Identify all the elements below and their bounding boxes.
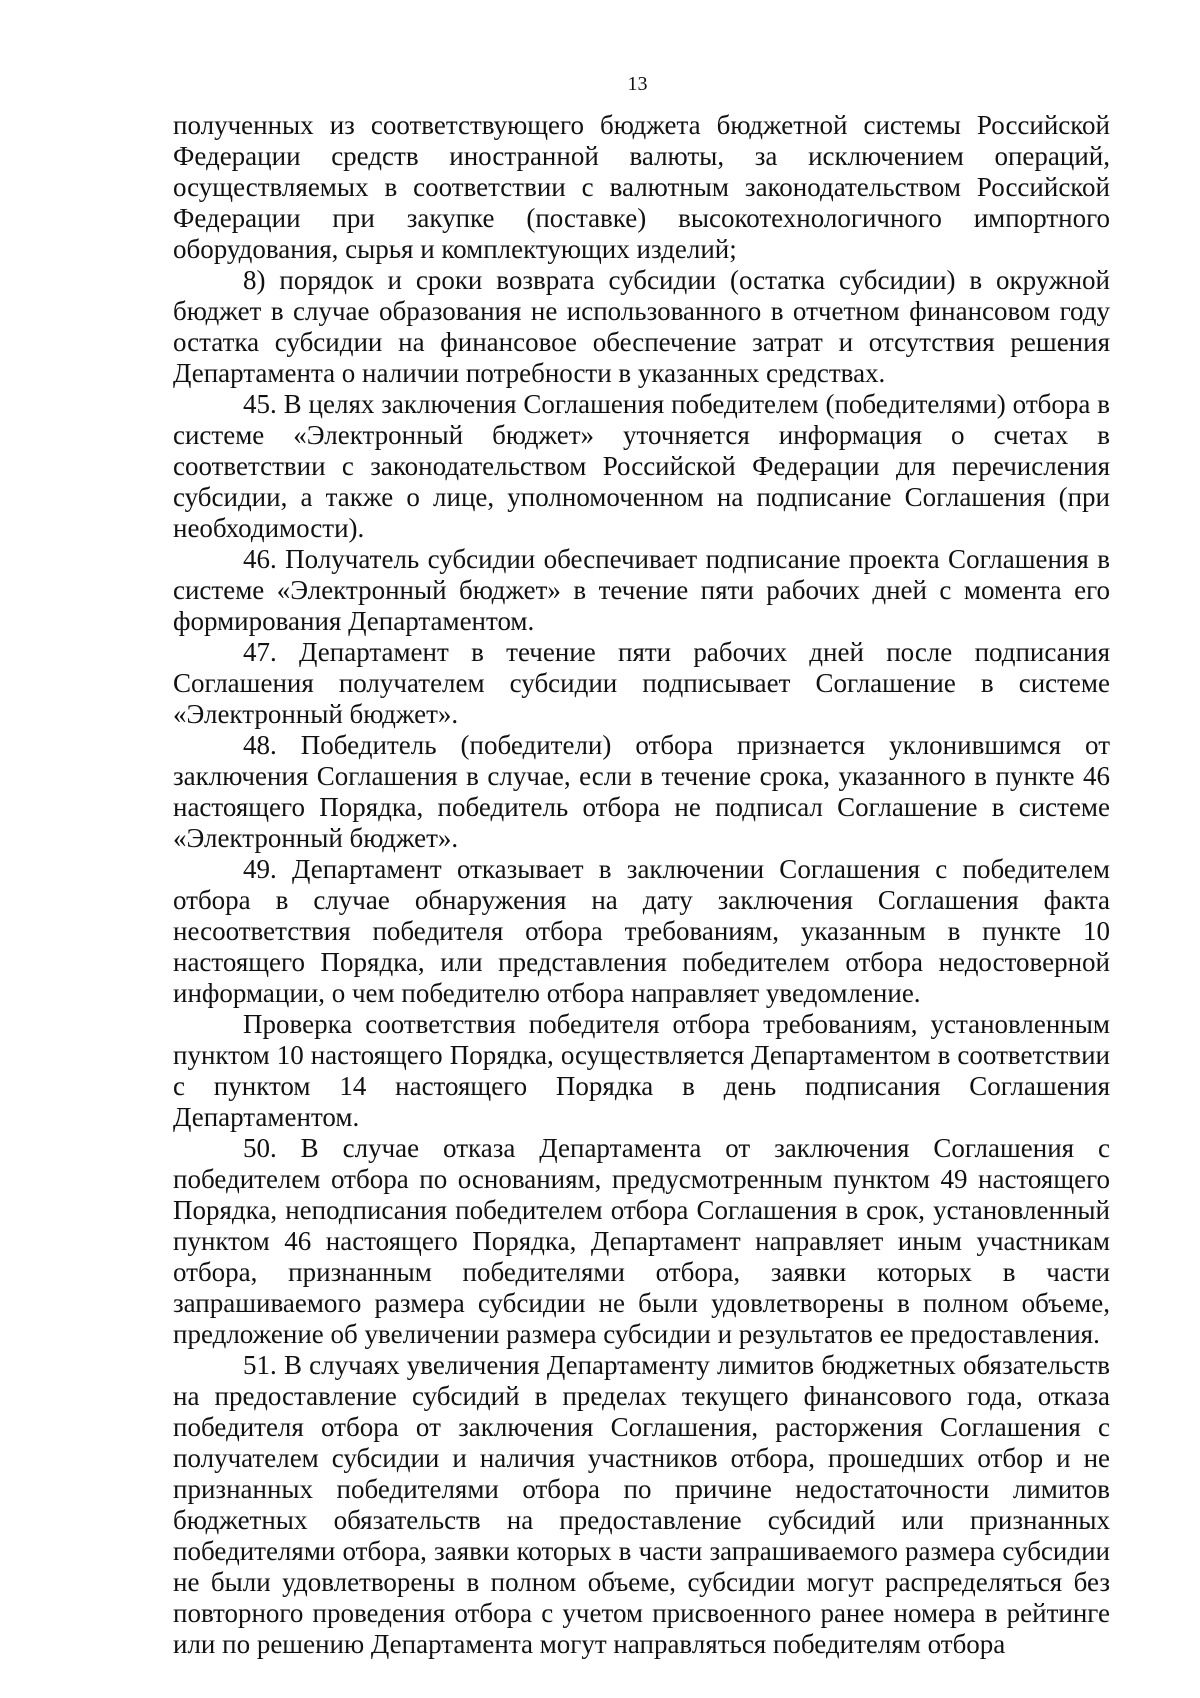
paragraph-46: 46. Получатель субсидии обеспечивает подписание проекта Соглашения в системе «Электронный бюджет» в течение пяти рабочих дней с момента его формирования Департаментом. bbox=[173, 544, 1110, 636]
document-body bbox=[173, 110, 1110, 1660]
paragraph-item-8: 8) порядок и сроки возврата субсидии (остатка субсидии) в окружной бюджет в случае образования не использованного в отчетном финансовом году остатка субсидии на финансовое обеспечение затрат и отсутствия решения Департамента о наличии потребности в указанных средствах. bbox=[173, 265, 1110, 388]
paragraph-45: 45. В целях заключения Соглашения победителем (победителями) отбора в системе «Электронный бюджет» уточняется информация о счетах в соответствии с законодательством Российской Федерации для перечисления субсидии, а также о лице, уполномоченном на подписание Соглашения (при необходимости). bbox=[173, 389, 1110, 543]
paragraph-50: 50. В случае отказа Департамента от заключения Соглашения с победителем отбора по основаниям, предусмотренным пунктом 49 настоящего Порядка, неподписания победителем отбора Соглашения в срок, установленный пунктом 46 настоящего Порядка, Департамент направляет иным участникам отбора, признанным победителями отбора, заявки которых в части запрашиваемого размера субсидии не были удовлетворены в полном объеме, предложение об увеличении размера субсидии и результатов ее предоставления. bbox=[173, 1133, 1110, 1349]
paragraph-continuation: полученных из соответствующего бюджета бюджетной системы Российской Федерации средств иностранной валюты, за исключением операций, осуществляемых в соответствии с валютным законодательством Российской Федерации при закупке (поставке) высокотехнологичного импортного оборудования, сырья и комплектующих изделий; bbox=[173, 110, 1110, 264]
paragraph-49-check: Проверка соответствия победителя отбора требованиям, установленным пунктом 10 настоящего Порядка, осуществляется Департаментом в соответствии с пунктом 14 настоящего Порядка в день подписания Соглашения Департаментом. bbox=[173, 1009, 1110, 1132]
paragraph-51: 51. В случаях увеличения Департаменту лимитов бюджетных обязательств на предоставление субсидий в пределах текущего финансового года, отказа победителя отбора от заключения Соглашения, расторжения Соглашения с получателем субсидии и наличия участников отбора, прошедших отбор и не признанных победителями отбора по причине недостаточности лимитов бюджетных обязательств на предоставление субсидий или признанных победителями отбора, заявки которых в части запрашиваемого размера субсидии не были удовлетворены в полном объеме, субсидии могут распределяться без повторного проведения отбора с учетом присвоенного ранее номера в рейтинге или по решению Департамента могут направляться победителям отбора bbox=[173, 1350, 1110, 1659]
paragraph-49: 49. Департамент отказывает в заключении Соглашения с победителем отбора в случае обнаружения на дату заключения Соглашения факта несоответствия победителя отбора требованиям, указанным в пункте 10 настоящего Порядка, или представления победителем отбора недостоверной информации, о чем победителю отбора направляет уведомление. bbox=[173, 854, 1110, 1008]
paragraph-47: 47. Департамент в течение пяти рабочих дней после подписания Соглашения получателем субсидии подписывает Соглашение в системе «Электронный бюджет». bbox=[173, 637, 1110, 729]
paragraph-48: 48. Победитель (победители) отбора признается уклонившимся от заключения Соглашения в случае, если в течение срока, указанного в пункте 46 настоящего Порядка, победитель отбора не подписал Соглашение в системе «Электронный бюджет». bbox=[173, 730, 1110, 853]
page-number: 13 bbox=[627, 73, 648, 95]
